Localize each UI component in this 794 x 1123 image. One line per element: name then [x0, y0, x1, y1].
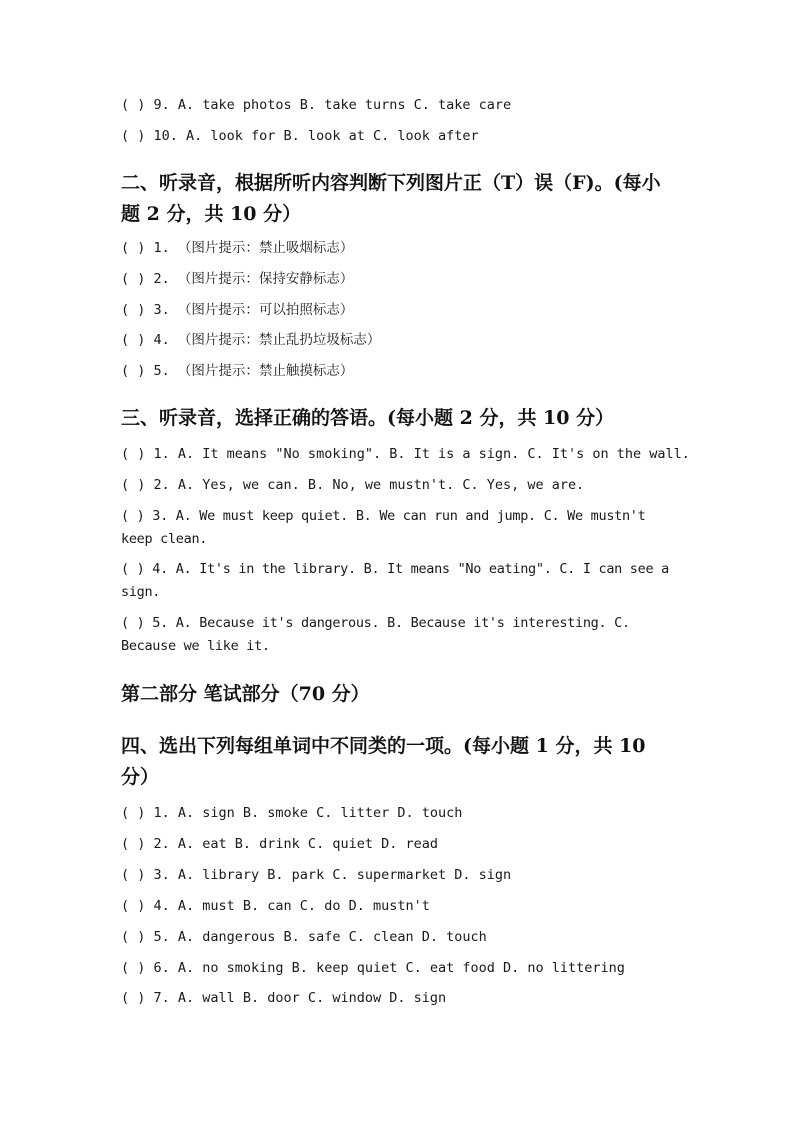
question-9-line: ( ) 9. A. take photos B. take turns C. take care	[121, 97, 512, 113]
section-2-item-4: ( ) 4. （图片提示：禁止乱扔垃圾标志）	[121, 332, 381, 348]
section-4-item-4: ( ) 4. A. must B. can C. do D. mustn't	[121, 898, 430, 914]
section-3-item-1: ( ) 1. A. It means "No smoking". B. It is a sign. C. It's on the wall.	[121, 446, 690, 462]
part-2-heading: 第二部分 笔试部分（70 分）	[121, 683, 370, 705]
section-3-item-5: ( ) 5. A. Because it's dangerous. B. Because it's interesting. C. Because we like it.	[121, 615, 630, 654]
section-3-item-3: ( ) 3. A. We must keep quiet. B. We can run and jump. C. We mustn't keep clean.	[121, 508, 646, 547]
section-3-item-4: ( ) 4. A. It's in the library. B. It means "No eating". C. I can see a sign.	[121, 561, 669, 600]
section-4-heading: 四、选出下列每组单词中不同类的一项。(每小题 1 分，共 10 分）	[121, 735, 646, 788]
question-10-line: ( ) 10. A. look for B. look at C. look after	[121, 128, 479, 144]
section-3-item-2: ( ) 2. A. Yes, we can. B. No, we mustn't. C. Yes, we are.	[121, 477, 585, 493]
section-2-heading: 二、听录音，根据所听内容判断下列图片正（T）误（F)。(每小题 2 分，共 10 分）	[121, 172, 661, 225]
section-4-item-1: ( ) 1. A. sign B. smoke C. litter D. touch	[121, 805, 463, 821]
section-4-item-3: ( ) 3. A. library B. park C. supermarket D. sign	[121, 867, 512, 883]
section-2-item-3: ( ) 3. （图片提示：可以拍照标志）	[121, 302, 354, 318]
section-2-item-1: ( ) 1. （图片提示：禁止吸烟标志）	[121, 240, 354, 256]
section-4-item-5: ( ) 5. A. dangerous B. safe C. clean D. touch	[121, 929, 487, 945]
section-2-item-2: ( ) 2. （图片提示：保持安静标志）	[121, 271, 354, 287]
section-3-heading: 三、听录音，选择正确的答语。(每小题 2 分，共 10 分）	[121, 407, 615, 429]
section-4-item-7: ( ) 7. A. wall B. door C. window D. sign	[121, 990, 447, 1006]
section-4-item-6: ( ) 6. A. no smoking B. keep quiet C. eat food D. no littering	[121, 960, 625, 976]
section-4-item-2: ( ) 2. A. eat B. drink C. quiet D. read	[121, 836, 438, 852]
section-2-item-5: ( ) 5. （图片提示：禁止触摸标志）	[121, 363, 354, 379]
